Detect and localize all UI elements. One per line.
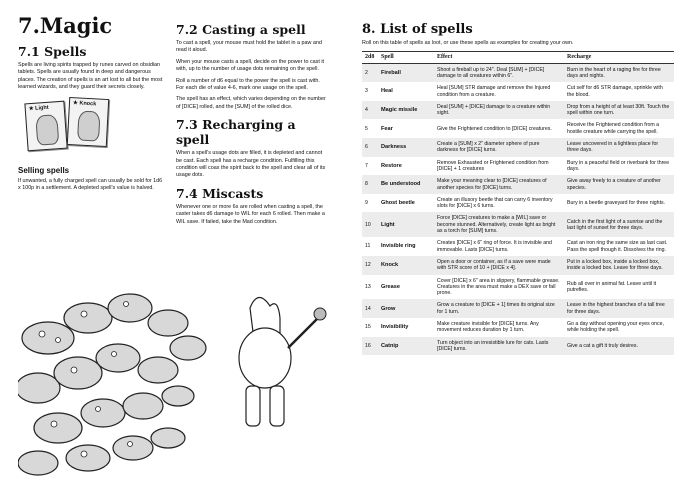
table-row (362, 256, 674, 275)
recharge-cell: Give away freely to a creature of another species. (564, 175, 674, 194)
roll-cell: 3 (365, 88, 368, 95)
roll-cell: 5 (365, 125, 368, 132)
roll-cell: 9 (365, 200, 368, 206)
table-row (362, 63, 674, 82)
mouse-mushroom-illustration (18, 278, 336, 482)
roll-cell: 6 (362, 138, 378, 157)
effect-cell: Make creature invisible for [DICE] turns. Any movement reduces duration by 1 turn. (437, 321, 539, 334)
spell-name-cell: Catnip (378, 337, 434, 356)
effect-cell: Cover [DICE] x 6" area in slippery, flammable grease. Creatures in the area must make a DEX save or fall prone. (437, 277, 560, 297)
spell-name-cell: Invisible ring (381, 243, 416, 250)
effect-cell: Deal [SUM] + [DICE] damage to a creature within sight. (434, 101, 564, 120)
miscasts-heading: 7.4 Miscasts (176, 185, 264, 201)
spell-name-cell: Restore (381, 162, 402, 169)
spell-name-cell: Heal (381, 88, 393, 95)
effect-cell: Shoot a fireball up to 24". Deal [SUM] + [DICE] damage to all creatures within 6". (434, 63, 564, 82)
selling-body: If unwanted, a fully charged spell can usually be sold for 1d6 x 100p in a settlement. A depleted spell's value is halved. (18, 177, 163, 192)
effect-cell: Open a door or container, as if a save were made with STR score of 10 + [DICE x 4]. (434, 256, 564, 275)
effect-cell: Give the Frightened condition to [DICE] creatures. (437, 125, 552, 132)
spell-name-cell: Darkness (378, 138, 434, 157)
recharge-cell: Leave uncovered in a lightless place for three days. (564, 138, 674, 157)
selling-heading: Selling spells (18, 165, 70, 175)
roll-cell: 7 (365, 162, 368, 169)
recharge-cell: Put in a locked box, inside a locked box, inside a locked box. Leave for three days. (564, 256, 674, 275)
col-spell: Spell (378, 52, 434, 63)
miscasts-body: Whenever one or more 6s are rolled when casting a spell, the caster takes d6 damage to WIL for each 6 rolled. Then make a WIL save. If failed, take the Mad condition. (176, 203, 325, 225)
effect-cell: Creates [DICE] x 6" ring of force. It is invisible and immovable. Lasts [DICE] turns. (437, 240, 552, 253)
recharging-body: When a spell's usage dots are filled, it is depleted and cannot be cast. Each spell has a recharge condition. Fulfilling this condition will coax the spirit back to the spell and clear all of its usage dots. (176, 150, 326, 179)
effect-cell: Force [DICE] creatures to make a [WIL] save or become stunned. Alternatively, create light as bright as a torch for [SUM] turns. (434, 212, 564, 237)
spell-name-cell: Fireball (378, 63, 434, 82)
chapter-title: 7.Magic (18, 13, 113, 38)
recharge-cell: Bury in a beetle graveyard for three nights. (567, 200, 666, 206)
roll-cell: 16 (362, 337, 378, 356)
column-middle (176, 22, 326, 230)
table-row (362, 237, 674, 256)
column-left (18, 14, 166, 196)
spell-name-cell: Knock (378, 256, 434, 275)
casting-p3: Roll a number of d6 equal to the power the spell is cast with. For each die of value 4-6, mark one usage on the spell. (176, 77, 320, 92)
recharge-cell: Bury in a peaceful field or riverbank for three days. (567, 159, 670, 172)
roll-cell: 4 (362, 101, 378, 120)
col-effect: Effect (434, 52, 564, 63)
recharge-cell: Cast an iron ring the same size as last cast. Pass the spell though it. Dissolves the ring. (567, 240, 668, 253)
table-row (362, 138, 674, 157)
spell-name-cell: Ghost beetle (381, 200, 415, 206)
spell-list-heading: 8. List of spells (362, 22, 473, 37)
spell-name-cell: Be understood (378, 175, 434, 194)
table-row (362, 175, 674, 194)
casting-heading: 7.2 Casting a spell (176, 22, 306, 37)
recharge-cell: Cut self for d6 STR damage, sprinkle with the blood. (567, 85, 663, 98)
spell-rows (362, 63, 674, 355)
recharge-cell: Catch in the first light of a sunrise and the last light of sunset for three days. (564, 212, 674, 237)
recharge-cell: Receive the Frightened condition from a hostile creature while carrying the spell. (567, 122, 659, 135)
spell-name-cell: Light (378, 212, 434, 237)
spell-cards (18, 96, 166, 156)
table-row (362, 194, 674, 213)
spell-card-knock (67, 97, 109, 147)
card-label: ★ Light (28, 104, 49, 112)
table-row (362, 275, 674, 300)
casting-p2: When your mouse casts a spell, decide on the power to cast it with, up to the number of usage dots remaining on the spell. (176, 58, 325, 73)
spell-table (362, 51, 674, 355)
spell-card-light (24, 100, 67, 151)
rune-tablet-icon (35, 114, 59, 145)
effect-cell: Heal [SUM] STR damage and remove the Injured condition from a creature. (437, 85, 551, 98)
effect-cell: Create an illusory beetle that can carry 6 inventory slots for [DICE] x 6 turns. (437, 196, 553, 210)
roll-cell: 13 (365, 283, 371, 290)
recharge-cell: Leave in the highest branches of a tall tree for three days. (564, 299, 674, 318)
table-row (362, 318, 674, 337)
table-row (362, 157, 674, 176)
effect-cell: Grow a creature to [DICE + 1] times its original size for 1 turn. (434, 299, 564, 318)
col-recharge: Recharge (564, 52, 674, 63)
roll-cell: 10 (362, 212, 378, 237)
recharge-cell: Drop from a height of at least 30ft. Touch the spell within one turn. (564, 101, 674, 120)
table-row (362, 82, 674, 101)
table-row (362, 212, 674, 237)
effect-cell: Remove Exhausted or Frightened condition from [DICE] + 1 creatures (437, 159, 549, 172)
recharge-cell: Go a day without opening your eyes once, while holding the spell. (567, 321, 664, 334)
roll-cell: 12 (362, 256, 378, 275)
spells-body: Spells are living spirits trapped by runes carved on obsidian tablets. Spells are usually found in deep and dangerous places. The creation of spells is an art lost to all but the most learned wizards, and they guard their secrets closely. (18, 62, 163, 91)
card-label: ★ Knock (72, 99, 97, 108)
roll-cell: 15 (365, 324, 371, 331)
effect-cell: Create a [SUM] x 2" diameter sphere of pure darkness for [DICE] turns. (434, 138, 564, 157)
effect-cell: Turn object into an irresistible lure for cats. Lasts [DICE] turns. (434, 337, 564, 356)
effect-cell: Make your meaning clear to [DICE] creatures of another species for [DICE] turns. (434, 175, 564, 194)
spell-list-intro: Roll on this table of spells as loot, or use these spells as examples for creating your own. (362, 40, 574, 46)
spells-heading: 7.1 Spells (18, 44, 87, 59)
casting-p1: To cast a spell, your mouse must hold the tablet in a paw and read it aloud. (176, 40, 322, 54)
spell-name-cell: Grow (378, 299, 434, 318)
casting-p4: The spell has an effect, which varies depending on the number of [DICE] rolled, and the [SUM] of the rolled dice. (176, 96, 326, 110)
spell-name-cell: Fear (381, 125, 393, 132)
column-right (362, 22, 674, 355)
recharging-heading: 7.3 Recharging a spell (176, 117, 296, 148)
recharge-cell: Rub all over in animal fat. Leave until it putrefies. (567, 280, 657, 293)
col-2d8: 2d8 (362, 52, 378, 63)
spell-name-cell: Invisibility (381, 324, 409, 331)
roll-cell: 14 (362, 299, 378, 318)
spell-name-cell: Grease (381, 283, 400, 290)
table-row (362, 101, 674, 120)
table-row (362, 119, 674, 138)
roll-cell: 8 (362, 175, 378, 194)
rune-tablet-icon (77, 110, 101, 141)
roll-cell: 11 (365, 243, 371, 250)
table-header (362, 52, 674, 63)
recharge-cell: Burn in the heart of a raging fire for three days and nights. (564, 63, 674, 82)
spell-name-cell: Magic missile (378, 101, 434, 120)
recharge-cell: Give a cat a gift it truly desires. (564, 337, 674, 356)
table-row (362, 337, 674, 356)
roll-cell: 2 (362, 63, 378, 82)
table-row (362, 299, 674, 318)
